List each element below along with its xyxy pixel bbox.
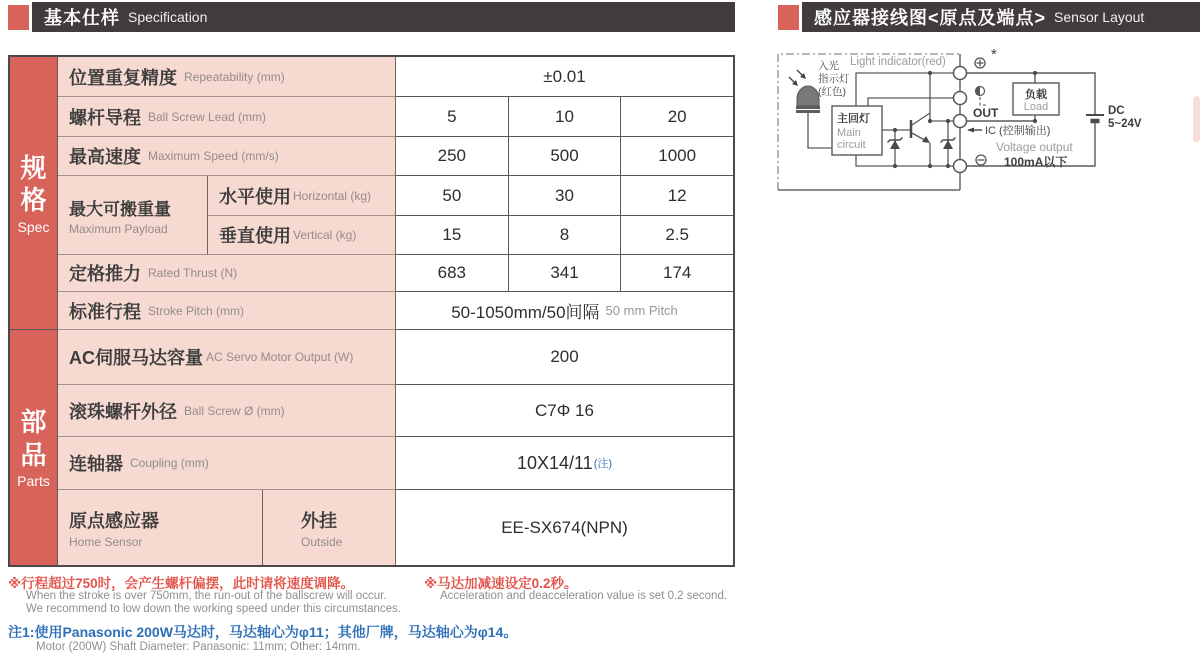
label-zh: AC伺服马达容量 [69,348,203,368]
plus-terminal-icon [975,58,985,68]
label-zh: 最高速度 [69,147,141,167]
value-thrust-3: 174 [621,255,733,292]
spec-header-title-zh: 基本仕样 [44,8,120,28]
sidebar-section-spec [10,57,58,330]
battery-icon [1086,115,1104,121]
spec-header-title-en: Specification [128,9,208,25]
value-speed-2: 500 [509,137,622,176]
page-edge-artifact [1193,96,1200,142]
sidebar-parts-en: Parts [17,473,50,489]
stroke-note-zh: ※行程超过750时，会产生螺杆偏摆，此时请将速度调降。 [8,576,355,591]
row-motor-output [58,330,733,385]
row-coupling [58,437,733,490]
light-in-zh-1: 入光 [818,60,839,72]
stroke-note-en2: We recommend to low down the working speed under this circumstances. [26,603,401,615]
label-zh: 位置重复精度 [69,67,177,88]
label-horizontal [208,176,396,216]
value-coupling-note-sup: (注) [593,458,613,470]
main-circuit-label-zh: 主回灯 [837,113,870,125]
table-sidebar [10,57,58,565]
light-in-zh-2: 指示灯 [818,73,850,85]
led-indicator-icon [789,70,820,113]
accel-note-zh: ※马达加减速设定0.2秒。 [424,576,578,591]
value-horizontal-3: 12 [621,176,733,216]
label-stroke [58,292,396,330]
label-en: Outside [301,534,343,549]
sidebar-spec-zh: 规格 [20,152,47,215]
load-box [1013,83,1059,115]
voltage-output-label: Voltage output [996,140,1073,154]
label-vertical [208,216,396,255]
value-lead-20: 20 [621,97,733,137]
value-speed-3: 1000 [621,137,733,176]
label-zh: 原点感应器 [69,510,159,531]
row-ball-screw-dia [58,385,733,437]
label-en: Horizontal (kg) [293,188,372,203]
value-speed-1: 250 [396,137,509,176]
value-horizontal-1: 50 [396,176,509,216]
sensor-header-title-en: Sensor Layout [1054,9,1145,25]
transistor-icon [911,113,930,143]
label-home-sensor [58,490,263,565]
label-zh: 外挂 [301,510,337,531]
label-en: Rated Thrust (N) [148,266,238,280]
row-max-speed [58,137,733,176]
main-circuit-label-en2: circuit [837,139,866,151]
label-zh: 垂直使用 [219,226,291,246]
value-motor-output: 200 [396,330,733,385]
value-vertical-2: 8 [509,216,622,255]
dc-label: DC [1108,105,1125,117]
label-payload [58,176,208,255]
label-max-speed [58,137,396,176]
light-indicator-terminal-icon [976,87,989,106]
wiring-diagram-svg [770,46,1200,216]
red-accent-square [8,5,29,30]
spec-header-bar [32,2,735,32]
label-en: Home Sensor [69,534,143,549]
value-ball-screw-dia: C7Φ 16 [396,385,733,437]
sidebar-section-parts [10,330,58,565]
stroke-note-en1: When the stroke is over 750mm, the run-out of the ballscrew will occur. [26,590,387,602]
sensor-wiring-diagram [770,46,1200,221]
current-limit-label: 100mA以下 [1004,155,1068,169]
dc-range-label: 5~24V [1108,118,1142,130]
label-zh: 滚珠螺杆外径 [69,401,177,422]
main-circuit-box [832,106,882,155]
row-rated-thrust [58,255,733,292]
value-stroke-zh: 50-1050mm/50间隔 [451,303,600,322]
value-vertical-1: 15 [396,216,509,255]
row-ball-screw-lead [58,97,733,137]
light-indicator-caption: Light indicator(red) [850,56,946,68]
value-thrust-2: 341 [509,255,622,292]
value-coupling [396,437,733,490]
value-lead-10: 10 [509,97,622,137]
value-thrust-1: 683 [396,255,509,292]
terminal-plus [954,67,967,80]
value-repeatability: ±0.01 [396,57,733,97]
terminal-minus [954,160,967,173]
label-en: Ball Screw Lead (mm) [148,109,267,124]
value-coupling-text: 10X14/11 [516,452,593,473]
label-ball-screw-lead [58,97,396,137]
label-en: Maximum Speed (mm/s) [148,149,279,163]
label-en: Stroke Pitch (mm) [148,303,245,318]
main-circuit-label-en1: Main [837,127,861,139]
label-repeatability [58,57,396,97]
star-mark: * [991,46,997,63]
row-stroke [58,292,733,330]
label-zh: 连轴器 [69,454,123,474]
value-stroke [396,292,733,330]
accel-note-en: Acceleration and deacceleration value is set 0.2 second. [440,590,728,602]
row-repeatability [58,57,733,97]
sensor-section-header [778,2,1200,32]
label-en: Vertical (kg) [293,228,357,242]
label-zh: 最大可搬重量 [69,199,171,219]
light-in-zh-3: (红色) [818,86,846,98]
ic-output-arrow-icon [967,128,982,133]
value-home-sensor: EE-SX674(NPN) [396,490,733,565]
label-zh: 标准行程 [69,301,141,322]
motor-note-zh: 注1:使用Panasonic 200W马达时，马达轴心为φ11；其他厂牌，马达轴心为φ14。 [8,624,518,640]
row-payload [58,176,733,255]
terminal-out [954,115,967,128]
value-vertical-3: 2.5 [621,216,733,255]
motor-note-en: Motor (200W) Shaft Diameter: Panasonic: 11mm; Other: 14mm. [36,641,361,653]
label-coupling [58,437,396,490]
label-en: Maximum Payload [69,221,168,236]
value-lead-5: 5 [396,97,509,137]
spec-section-header [8,2,735,32]
sidebar-spec-en: Spec [17,218,50,235]
subrow-vertical [208,216,733,255]
ic-output-label: IC (控制输出) [985,125,1051,137]
label-zh: 定格推力 [69,264,141,284]
label-en: Ball Screw Ø (mm) [184,403,285,418]
row-home-sensor [58,490,733,565]
subrow-horizontal [208,176,733,216]
out-terminal-label: OUT [973,106,999,120]
sensor-header-title-zh: 感应器接线图<原点及端点> [814,8,1047,28]
label-zh: 螺杆导程 [69,107,141,128]
label-ball-screw-dia [58,385,396,437]
sensor-header-bar [802,2,1200,32]
sidebar-parts-zh: 部品 [20,407,47,470]
label-rated-thrust [58,255,396,292]
label-en: AC Servo Motor Output (W) [206,350,354,364]
specification-table [8,55,735,567]
label-zh: 水平使用 [219,186,291,207]
load-label-en: Load [1023,101,1049,113]
red-accent-square [778,5,799,30]
label-home-sensor-outside [263,490,396,565]
label-en: Repeatability (mm) [184,69,285,84]
label-motor-output [58,330,396,385]
value-stroke-en: 50 mm Pitch [605,303,678,318]
minus-terminal-icon [976,155,986,165]
load-label-zh: 负载 [1025,89,1047,101]
label-en: Coupling (mm) [130,456,209,470]
value-horizontal-2: 30 [509,176,622,216]
terminal-indicator [954,92,967,105]
